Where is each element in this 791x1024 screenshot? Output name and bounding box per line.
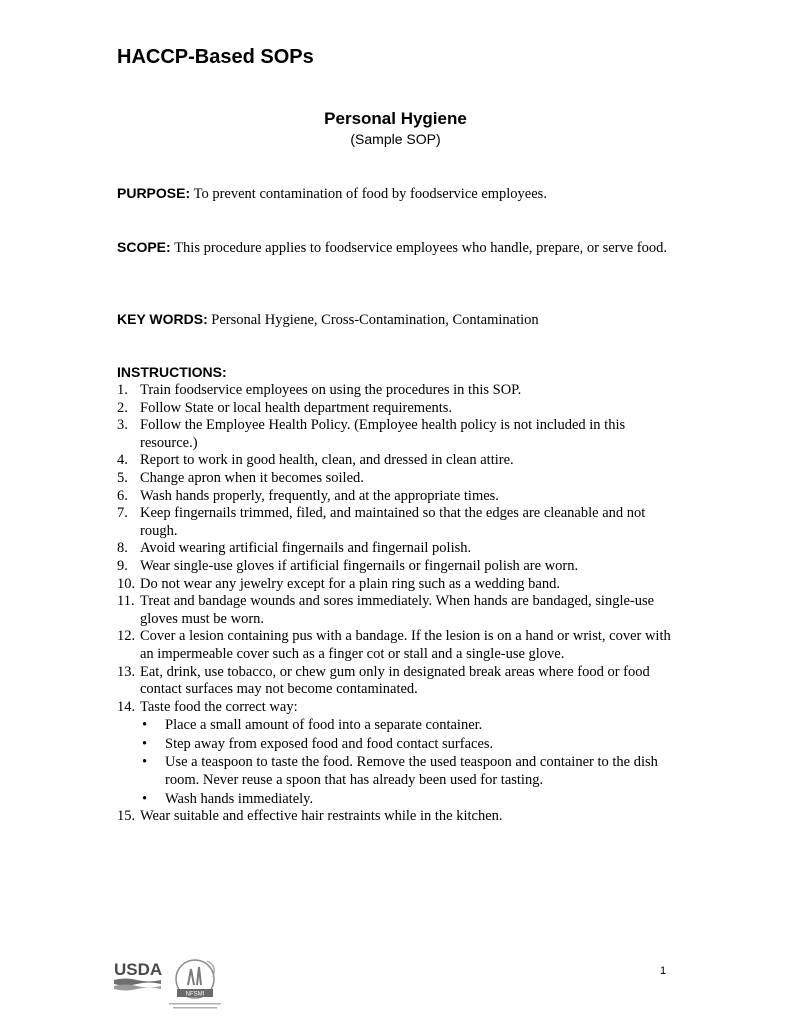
- purpose-label: PURPOSE:: [117, 185, 191, 201]
- keywords-text: Personal Hygiene, Cross-Contamination, Contamination: [211, 312, 539, 328]
- bullet-icon: •: [142, 790, 148, 807]
- list-item: [117, 470, 682, 488]
- list-number: 7.: [117, 505, 128, 522]
- list-item: [117, 452, 682, 470]
- list-text: Avoid wearing artificial fingernails and fingernail polish.: [140, 540, 472, 557]
- instructions-list: [117, 382, 682, 826]
- list-text: Follow State or local health department requirements.: [140, 399, 453, 416]
- keywords-section: [117, 310, 682, 330]
- list-number: 11.: [117, 593, 135, 610]
- list-item: [117, 558, 682, 576]
- list-text: Taste food the correct way:: [140, 698, 298, 715]
- list-item: [117, 540, 682, 558]
- sop-subtitle: (Sample SOP): [350, 131, 441, 147]
- list-item: [117, 505, 682, 540]
- purpose-section: [117, 184, 682, 204]
- list-text: Report to work in good health, clean, and dressed in clean attire.: [140, 452, 514, 469]
- list-text: Cover a lesion containing pus with a bandage. If the lesion is on a hand or wrist, cover with an impermeable cover such as a finger cot or stall and a single-use glove.: [140, 628, 671, 662]
- nfsmi-logo: [169, 960, 221, 1009]
- list-item: [117, 664, 682, 699]
- list-number: 5.: [117, 469, 128, 486]
- list-number: 13.: [117, 663, 136, 680]
- bullet-icon: •: [142, 735, 148, 752]
- bullet-item: [140, 791, 682, 809]
- list-number: 3.: [117, 417, 128, 434]
- list-item: [117, 488, 682, 506]
- usda-logo-text: USDA: [114, 960, 163, 979]
- purpose-text: To prevent contamination of food by foodservice employees.: [193, 186, 547, 202]
- list-text: Change apron when it becomes soiled.: [140, 469, 364, 486]
- list-item: [117, 400, 682, 418]
- bullet-icon: •: [142, 754, 148, 771]
- list-number: 1.: [117, 382, 128, 398]
- list-text: Follow the Employee Health Policy. (Employee health policy is not included in this resource.): [140, 417, 626, 451]
- list-text: Eat, drink, use tobacco, or chew gum only in designated break areas where food or food contact surfaces may not become contaminated.: [140, 663, 650, 698]
- list-number: 2.: [117, 399, 128, 416]
- sop-title-block: [0, 108, 791, 148]
- list-item: [117, 417, 682, 452]
- usda-logo: [114, 960, 162, 991]
- sop-title: Personal Hygiene: [324, 109, 467, 128]
- usda-nfsmi-logos: [113, 955, 243, 1017]
- scope-label: SCOPE:: [117, 239, 171, 255]
- bullet-text: Place a small amount of food into a separate container.: [165, 717, 483, 734]
- list-text: Train foodservice employees on using the procedures in this SOP.: [140, 382, 522, 398]
- bullet-item: [140, 717, 682, 735]
- list-item: [117, 593, 682, 628]
- bullet-icon: •: [142, 717, 148, 734]
- taste-food-bullets: [140, 717, 682, 808]
- list-item: [117, 808, 682, 826]
- list-number: 12.: [117, 628, 136, 645]
- nfsmi-logo-text: NFSMI: [185, 991, 205, 998]
- bullet-text: Wash hands immediately.: [165, 790, 314, 807]
- list-text: Wash hands properly, frequently, and at the appropriate times.: [140, 487, 499, 504]
- list-number: 14.: [117, 698, 136, 715]
- list-number: 4.: [117, 452, 128, 469]
- bullet-item: [140, 736, 682, 754]
- instructions-section: [117, 362, 682, 826]
- bullet-text: Step away from exposed food and food contact surfaces.: [165, 735, 494, 752]
- list-text: Wear suitable and effective hair restraints while in the kitchen.: [140, 808, 503, 825]
- list-text: Keep fingernails trimmed, filed, and maintained so that the edges are cleanable and not rough.: [140, 505, 646, 539]
- keywords-label: KEY WORDS:: [117, 311, 208, 327]
- bullet-text: Use a teaspoon to taste the food. Remove the used teaspoon and container to the dish room. Never reuse a spoon that has already been used for tasting.: [165, 754, 658, 789]
- footer-logos: [113, 955, 243, 1017]
- list-item: [117, 576, 682, 594]
- bullet-item: [140, 754, 682, 789]
- list-number: 9.: [117, 557, 128, 574]
- scope-section: [117, 238, 682, 258]
- list-item: [117, 382, 682, 400]
- document-header: HACCP-Based SOPs: [117, 46, 314, 68]
- list-item: [117, 699, 682, 809]
- list-number: 10.: [117, 575, 136, 592]
- list-text: Wear single-use gloves if artificial fingernails or fingernail polish are worn.: [140, 557, 579, 574]
- page-number: 1: [660, 965, 667, 977]
- list-number: 15.: [117, 808, 136, 825]
- list-number: 8.: [117, 540, 128, 557]
- list-number: 6.: [117, 487, 128, 504]
- scope-text: This procedure applies to foodservice employees who handle, prepare, or serve food.: [174, 240, 668, 256]
- list-item: [117, 628, 682, 663]
- list-text: Treat and bandage wounds and sores immediately. When hands are bandaged, single-use gloves must be worn.: [140, 593, 655, 627]
- list-text: Do not wear any jewelry except for a plain ring such as a wedding band.: [140, 575, 560, 592]
- instructions-label: INSTRUCTIONS:: [117, 364, 227, 380]
